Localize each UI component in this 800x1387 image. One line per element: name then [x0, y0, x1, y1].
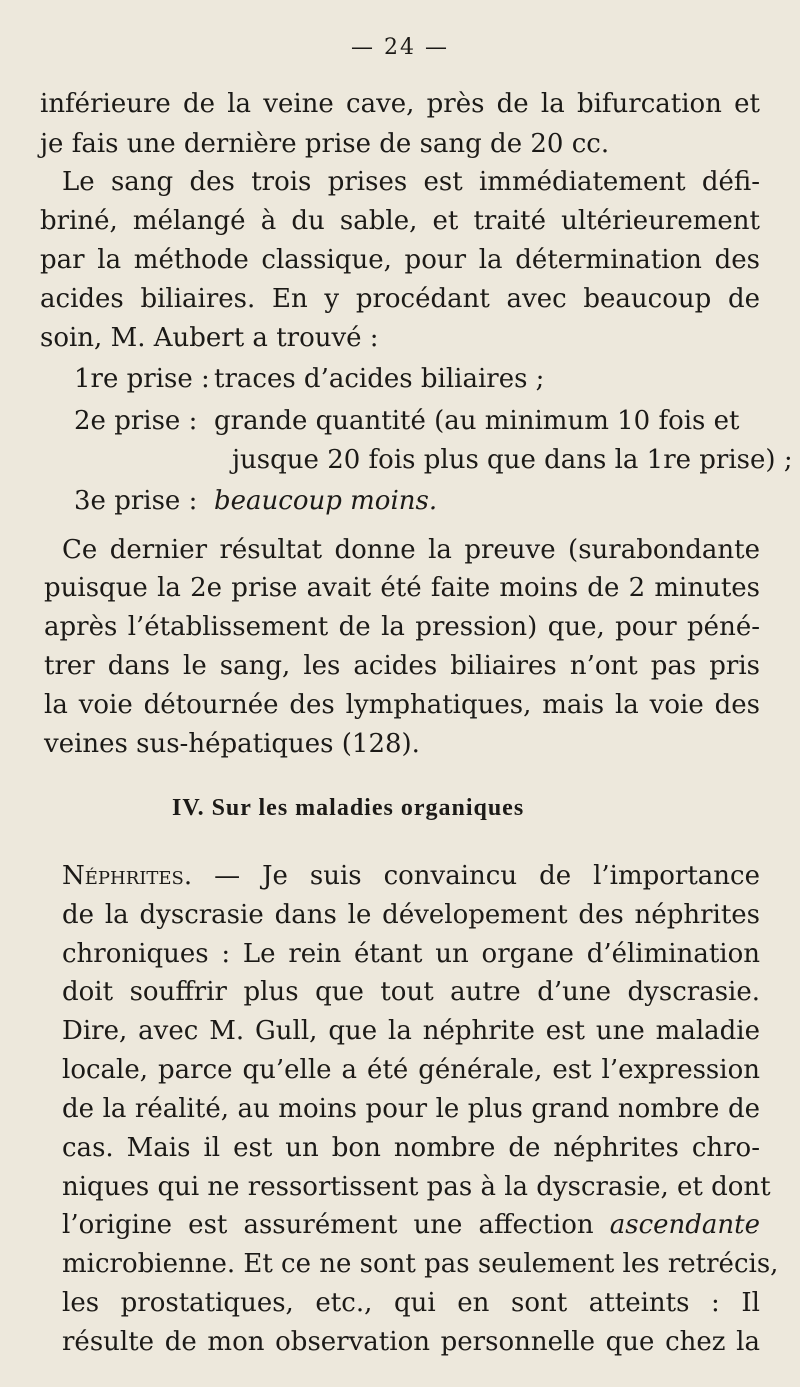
result-text: grande quantité (au minimum 10 fois et [214, 406, 740, 436]
result-label: 2e prise : [74, 406, 198, 436]
text-line: briné, mélangé à du sable, et traité ultérieurement [40, 206, 760, 236]
result-item-1 [0, 361, 800, 397]
text-line: puisque la 2e prise avait été faite moins de 2 minutes [44, 573, 760, 603]
result-text: traces d’acides biliaires ; [214, 364, 545, 394]
text-line: je fais une dernière prise de sang de 20 cc. [40, 129, 610, 159]
text-line: Dire, avec M. Gull, que la néphrite est une maladie [62, 1016, 760, 1046]
result-label: 3e prise : [74, 486, 198, 516]
italic-word: ascendante [609, 1210, 760, 1240]
page-number: — 24 — [351, 35, 449, 60]
section-heading: IV. Sur les maladies organiques [172, 795, 525, 821]
text-line: soin, M. Aubert a trouvé : [40, 323, 379, 353]
text-line: de la dyscrasie dans le dévelopement des néphrites [62, 900, 760, 930]
text-line: Ce dernier résultat donne la preuve (surabondante [62, 535, 760, 565]
text-line: l’origine est assurément une affection ascendante [62, 1210, 760, 1240]
text-line: veines sus-hépatiques (128). [44, 729, 420, 759]
text-line: les prostatiques, etc., qui en sont atteints : Il [62, 1288, 760, 1318]
result-label: 1re prise : [74, 364, 210, 394]
result-text: beaucoup moins. [214, 486, 438, 516]
text-line: acides biliaires. En y procédant avec beaucoup de [40, 284, 760, 314]
result-continuation: jusque 20 fois plus que dans la 1re prise) ; [232, 445, 793, 475]
text-line: niques qui ne ressortissent pas à la dyscrasie, et dont [62, 1172, 771, 1202]
text-line: cas. Mais il est un bon nombre de néphrites chro- [62, 1133, 760, 1163]
text-line: après l’établissement de la pression) que, pour péné- [44, 612, 760, 642]
text-line: trer dans le sang, les acides biliaires n’ont pas pris [44, 651, 760, 681]
text-line: Néphrites. — Je suis convaincu de l’importance [62, 861, 761, 891]
text-line: Le sang des trois prises est immédiatement défi- [62, 167, 760, 197]
text-line: de la réalité, au moins pour le plus grand nombre de [62, 1094, 760, 1124]
text-line: par la méthode classique, pour la détermination des [40, 245, 760, 275]
text-line: locale, parce qu’elle a été générale, est l’expression [62, 1055, 760, 1085]
text-line: microbienne. Et ce ne sont pas seulement les retrécis, [62, 1249, 779, 1279]
result-item-2 [0, 403, 800, 439]
text-line: chroniques : Le rein étant un organe d’élimination [62, 939, 760, 969]
result-item-3 [0, 483, 800, 519]
section-lead: Néphrites. [62, 861, 193, 891]
text-line: inférieure de la veine cave, près de la bifurcation et [40, 89, 760, 119]
text-line: doit souffrir plus que tout autre d’une dyscrasie. [62, 977, 760, 1007]
text-line: résulte de mon observation personnelle que chez la [62, 1327, 760, 1357]
text-line: la voie détournée des lymphatiques, mais la voie des [44, 690, 760, 720]
